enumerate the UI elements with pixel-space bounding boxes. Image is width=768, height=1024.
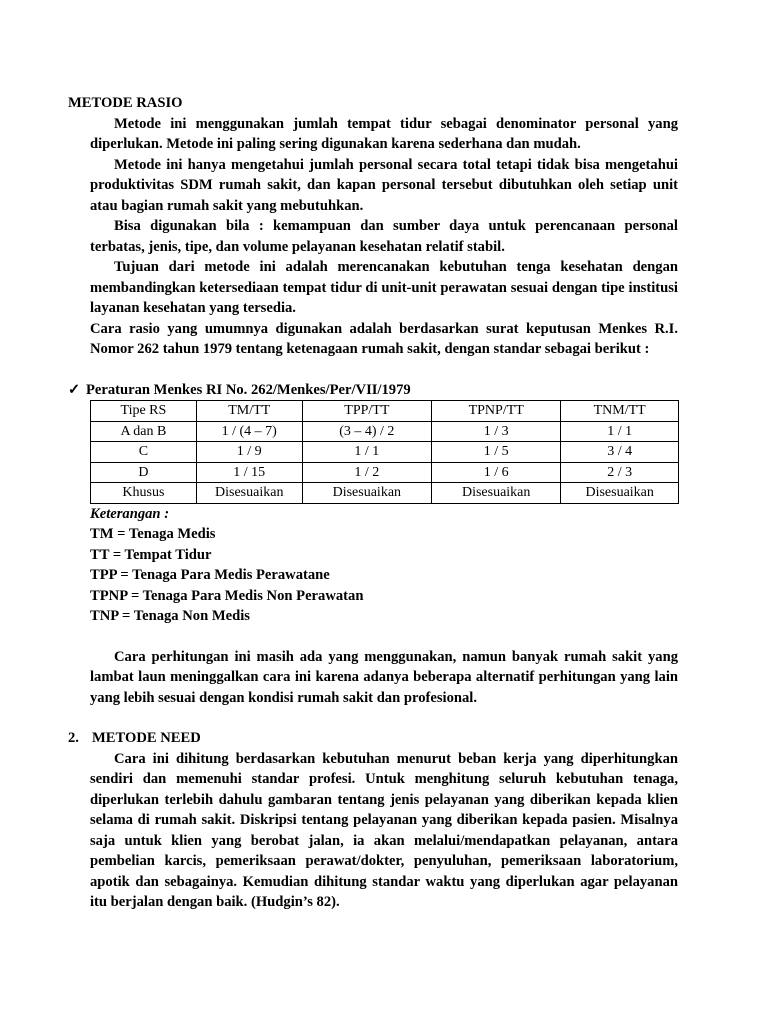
section-heading-text: METODE NEED [92,730,201,746]
legend-item: TT = Tempat Tidur [90,546,212,563]
table-cell: 3 / 4 [561,442,679,463]
checkmark-icon: ✓ [68,381,81,398]
table-cell: D [91,462,197,483]
paragraph-rasio-2: Metode ini hanya mengetahui jumlah personal secara total tetapi tidak bisa mengetahui produktivitas SDM rumah sakit, dan kapan personal tersebut dibutuhkan oleh setiap unit atau bagian rumah sakit yang mebutuhkan. [90,156,678,214]
legend-item: TPP = Tenaga Para Medis Perawatane [90,567,330,583]
document-body [68,93,678,913]
table-header-cell: TNM/TT [561,401,679,422]
table-cell: 1 / 1 [302,442,431,463]
table-row [91,483,679,504]
paragraph-rasio-4: Tujuan dari metode ini adalah merencanakan kebutuhan tenga kesehatan dengan membandingkan ketersediaan tempat tidur di unit-unit perawatan sesuai dengan tipe institusi layanan kesehatan yang tersedia. [90,259,678,316]
table-cell: Disesuaikan [561,483,679,504]
table-cell: (3 – 4) / 2 [302,421,431,442]
table-cell: Khusus [91,483,197,504]
paragraph-rasio-1: Metode ini menggunakan jumlah tempat tidur sebagai denominator personal yang diperlukan. Metode ini paling sering digunakan karena sederhana dan mudah. [90,115,678,152]
table-header-cell: TM/TT [196,401,302,422]
legend-title: Keterangan : [90,505,170,522]
table-header-row [91,401,679,422]
legend-item: TM = Tenaga Medis [90,526,216,542]
table-cell: 1 / (4 – 7) [196,421,302,442]
table-cell: 1 / 6 [432,462,561,483]
table-row [91,442,679,463]
paragraph-need: Cara ini dihitung berdasarkan kebutuhan menurut beban kerja yang diperhitungkan sendiri dan memenuhi standar profesi. Untuk menghitung seluruh kebutuhan tenaga, diperlukan terlebih dahulu gambaran tentang jenis pelayanan yang diberikan kepada klien selama di rumah sakit. Diskripsi tentang pelayanan yang diberikan kepada pasien. Misalnya saja untuk klien yang berobat jalan, ia akan melalui/mendapatkan pelayanan, antara pembelian karcis, pemeriksaan perawat/dokter, penyuluhan, pemeriksaan laboratorium, apotik dan sebagainya. Kemudian dihitung standar waktu yang diperlukan agar pelayanan itu berjalan dengan baik. (Hudgin’s 82). [90,750,678,910]
spacer [68,627,678,647]
table-cell: 1 / 9 [196,442,302,463]
table-cell: 1 / 2 [302,462,431,483]
table-cell: Disesuaikan [432,483,561,504]
table-cell: 1 / 15 [196,462,302,483]
table-cell: 1 / 3 [432,421,561,442]
table-cell: 2 / 3 [561,462,679,483]
table-cell: C [91,442,197,463]
legend [90,504,678,627]
table-cell: Disesuaikan [302,483,431,504]
table-cell: 1 / 1 [561,421,679,442]
table-row [91,462,679,483]
table-header-cell: TPP/TT [302,401,431,422]
paragraph-rasio-3: Bisa digunakan bila : kemampuan dan sumber daya untuk perencanaan personal terbatas, jenis, tipe, dan volume pelayanan kesehatan relatif stabil. [90,218,678,255]
paragraph-rasio-standard: Cara rasio yang umumnya digunakan adalah berdasarkan surat keputusan Menkes R.I. Nomor 262 tahun 1979 tentang ketenagaan rumah sakit, dengan standar sebagai berikut : [90,320,678,357]
section-number: 2. [68,730,79,746]
regulation-title-text: Peraturan Menkes RI No. 262/Menkes/Per/VII/1979 [86,381,411,398]
section-heading-metode-need [68,728,678,749]
section-heading-metode-rasio: METODE RASIO [68,95,183,111]
table-cell: 1 / 5 [432,442,561,463]
table-row [91,421,679,442]
spacer [68,708,678,728]
table-header-cell: TPNP/TT [432,401,561,422]
table-cell: Disesuaikan [196,483,302,504]
staffing-ratio-table [90,400,679,504]
regulation-title [68,380,678,401]
table-header-cell: Tipe RS [91,401,197,422]
legend-item: TNP = Tenaga Non Medis [90,608,250,624]
legend-item: TPNP = Tenaga Para Medis Non Perawatan [90,587,364,604]
paragraph-closing: Cara perhitungan ini masih ada yang menggunakan, namun banyak rumah sakit yang lambat laun meninggalkan cara ini karena adanya beberapa alternatif perhitungan yang lain yang lebih sesuai dengan kondisi rumah sakit dan profesional. [90,648,678,706]
table-cell: A dan B [91,421,197,442]
